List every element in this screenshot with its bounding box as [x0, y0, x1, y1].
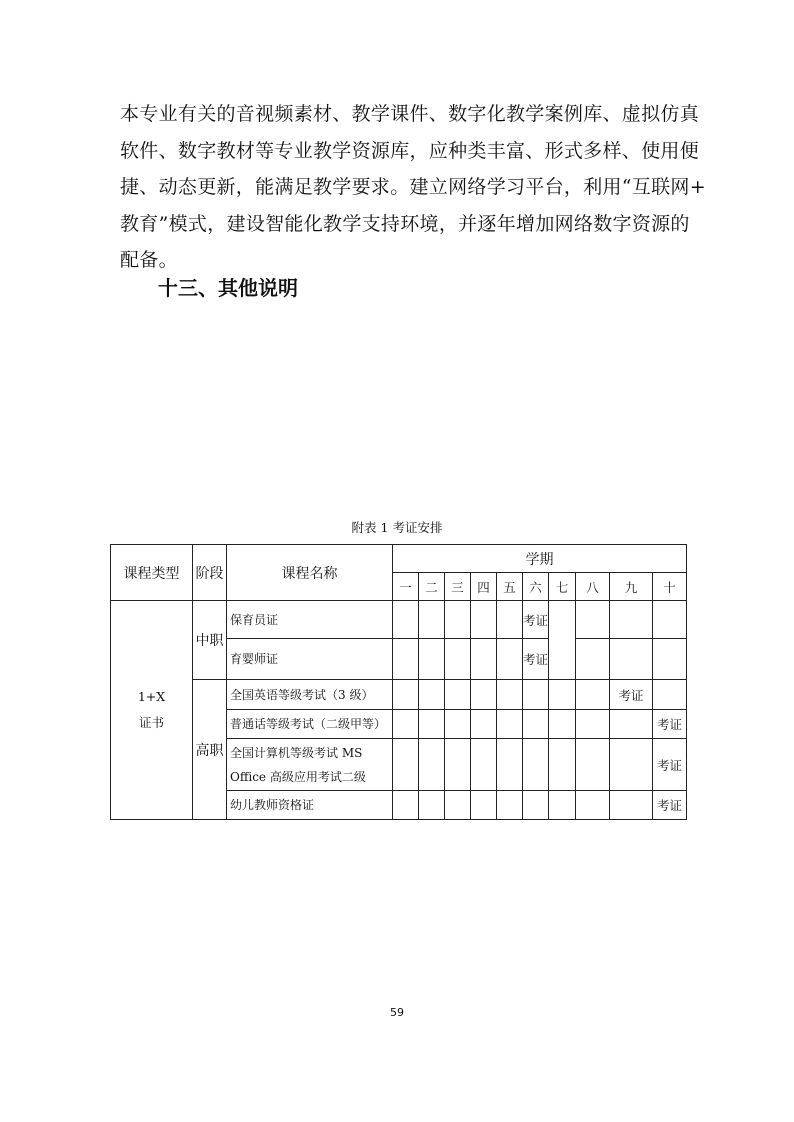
exam-schedule-table: [110, 544, 687, 820]
course-name: 保育员证: [227, 601, 393, 639]
body-paragraph: [120, 96, 706, 279]
term-header: 七: [549, 573, 576, 601]
term-header: 五: [497, 573, 523, 601]
page-number: 59: [390, 1006, 404, 1019]
exam-mark: 考证: [610, 680, 653, 710]
term-header: 八: [576, 573, 610, 601]
term-header: 一: [393, 573, 419, 601]
term-header: 四: [471, 573, 497, 601]
course-name: 全国英语等级考试（3 级）: [227, 680, 393, 710]
table-caption: 附表 1 考证安排: [351, 520, 443, 535]
body-line: 软件、数字教材等专业教学资源库，应种类丰富、形式多样、使用便: [120, 139, 700, 162]
exam-mark: 考证: [523, 601, 549, 639]
course-name: 育婴师证: [227, 639, 393, 680]
exam-mark: 考证: [523, 639, 549, 680]
exam-mark: 考证: [653, 791, 687, 820]
header-stage: 阶段: [193, 545, 227, 601]
section-heading: 十三、其他说明: [158, 276, 298, 300]
header-course-type: 课程类型: [111, 545, 193, 601]
term-header: 六: [523, 573, 549, 601]
body-line: 本专业有关的音视频素材、教学课件、数字化教学案例库、虚拟仿真: [120, 103, 700, 125]
course-name: 全国计算机等级考试 MS Office 高级应用考试二级: [227, 739, 393, 791]
body-line: 配备。: [120, 249, 178, 271]
category-cell: 1+X 证书: [111, 601, 193, 820]
body-line: 教育”模式，建设智能化教学支持环境，并逐年增加网络数字资源的: [120, 212, 690, 235]
term-header: 九: [610, 573, 653, 601]
stage-secondary: 中职: [193, 601, 227, 680]
header-semester: 学期: [393, 545, 687, 573]
stage-higher: 高职: [193, 680, 227, 820]
term-header: 二: [419, 573, 445, 601]
course-name: 幼儿教师资格证: [227, 791, 393, 820]
exam-mark: 考证: [653, 710, 687, 739]
course-name: 普通话等级考试（二级甲等）: [227, 710, 393, 739]
body-line: 捷、动态更新，能满足教学要求。建立网络学习平台，利用“互联网+: [120, 176, 706, 198]
term-header: 十: [653, 573, 687, 601]
exam-mark: 考证: [653, 739, 687, 791]
header-course-name: 课程名称: [227, 545, 393, 601]
term-header: 三: [445, 573, 471, 601]
